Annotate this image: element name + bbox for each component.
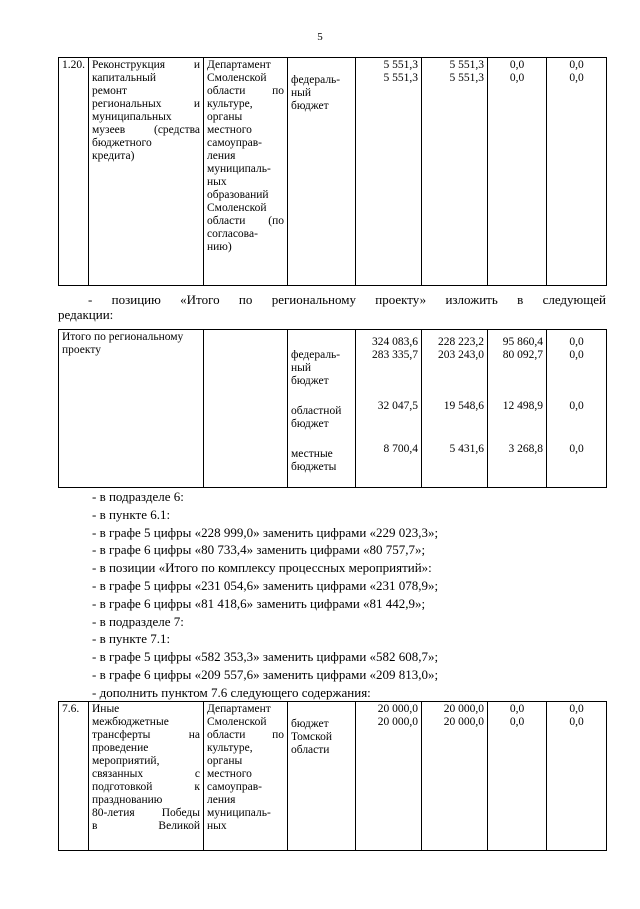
executor-line: культуре,	[207, 742, 253, 754]
executor-line: области по	[207, 85, 284, 97]
value: 0,0	[509, 59, 525, 71]
name-line: кредита)	[92, 150, 135, 162]
executor-line: ления	[207, 150, 236, 162]
col8-values	[547, 702, 607, 851]
source-line: бюджеты	[291, 461, 337, 473]
source-line: местные	[291, 448, 333, 460]
name-line: проведение	[92, 742, 149, 754]
col8-values	[547, 58, 607, 286]
value: 283 335,7	[372, 349, 418, 361]
name-line: капитальный	[92, 72, 157, 84]
instruction-item: - в графе 6 цифры «80 733,4» заменить цифрами «80 757,7»;	[92, 542, 426, 558]
source-line: области	[291, 744, 330, 756]
source-line: бюджет	[291, 718, 329, 730]
instruction-item: - в позиции «Итого по комплексу процессных мероприятий»:	[92, 560, 432, 576]
executor-line: органы	[207, 111, 243, 123]
executor-line: области по	[207, 729, 284, 741]
measure-name	[89, 58, 204, 286]
value: 8 700,4	[383, 443, 418, 455]
source-line: бюджет	[291, 375, 329, 387]
col8-values	[547, 330, 607, 488]
value: 5 431,6	[449, 443, 484, 455]
value: 0,0	[569, 716, 584, 728]
value: 12 498,9	[502, 400, 543, 412]
executor-line: муниципаль-	[207, 163, 271, 175]
executor	[204, 702, 288, 851]
source-line: областной	[291, 405, 342, 417]
instruction-item: - в подразделе 7:	[92, 613, 184, 629]
executor-line: нию)	[207, 241, 232, 253]
total-label-line: проекту	[62, 344, 101, 356]
paragraph-line: редакции:	[58, 307, 114, 322]
executor-line: образований	[207, 189, 269, 201]
value: 0,0	[569, 349, 584, 361]
name-line: мероприятий,	[92, 755, 160, 767]
source-line: ный	[291, 87, 312, 99]
executor-line: Департамент	[207, 59, 271, 71]
name-line: ремонт	[92, 85, 128, 97]
name-line: Реконструкция и	[92, 59, 200, 71]
instruction-item: - в графе 5 цифры «228 999,0» заменить цифрами «229 023,3»;	[92, 524, 439, 540]
name-line: региональных и	[92, 98, 200, 110]
name-line: празднованию	[92, 794, 163, 806]
value: 19 548,6	[443, 400, 484, 412]
value: 0,0	[509, 716, 525, 728]
instruction-item: - в графе 6 цифры «209 557,6» заменить цифрами «209 813,0»;	[92, 666, 439, 682]
name-line: трансферты на	[92, 729, 200, 741]
col5-values	[356, 702, 422, 851]
col6-values	[422, 702, 488, 851]
col7-values	[488, 702, 547, 851]
name-line: в Великой	[92, 820, 200, 832]
instruction-list	[92, 488, 438, 702]
instruction-item: - в пункте 6.1:	[92, 506, 171, 522]
funding-source	[288, 702, 356, 851]
instruction-item: - в графе 5 цифры «231 054,6» заменить цифрами «231 078,9»;	[92, 577, 439, 593]
row-number: 7.6.	[59, 702, 89, 851]
value: 0,0	[569, 336, 584, 348]
executor-line: местного	[207, 124, 252, 136]
table-itogo	[58, 329, 607, 488]
value: 20 000,0	[377, 716, 418, 728]
name-line: бюджетного	[92, 137, 152, 149]
table-7-6	[58, 701, 607, 851]
value: 5 551,3	[383, 59, 418, 71]
paragraph-itogo	[58, 292, 606, 322]
name-line: межбюджетные	[92, 716, 169, 728]
source-line: федераль-	[291, 74, 341, 86]
value: 0,0	[569, 59, 584, 71]
value: 228 223,2	[438, 336, 484, 348]
executor-line: ных	[207, 820, 227, 832]
instruction-item: - в пункте 7.1:	[92, 631, 171, 647]
value: 5 551,3	[449, 59, 484, 71]
source-line: бюджет	[291, 100, 329, 112]
name-line: Иные	[92, 703, 120, 715]
value: 80 092,7	[502, 349, 543, 361]
col5-values	[356, 330, 422, 488]
value: 0,0	[569, 400, 584, 412]
executor-line: ления	[207, 794, 236, 806]
measure-name	[89, 702, 204, 851]
value: 324 083,6	[372, 336, 418, 348]
table-1-20	[58, 57, 607, 286]
funding-source	[288, 58, 356, 286]
executor-line: ных	[207, 176, 227, 188]
executor-line: области (по	[207, 215, 284, 227]
executor-line: Смоленской	[207, 716, 267, 728]
value: 20 000,0	[443, 703, 484, 715]
total-label-line: Итого по региональному	[62, 331, 184, 343]
value: 0,0	[569, 443, 584, 455]
executor-line: Департамент	[207, 703, 271, 715]
funding-sources	[288, 330, 356, 488]
executor-line: культуре,	[207, 98, 253, 110]
source-line: бюджет	[291, 418, 329, 430]
executor-line: муниципаль-	[207, 807, 271, 819]
col6-values	[422, 330, 488, 488]
name-line: подготовкой к	[92, 781, 200, 793]
executor-line: местного	[207, 768, 252, 780]
value: 20 000,0	[443, 716, 484, 728]
name-line: 80-летия Победы	[92, 807, 200, 819]
instruction-item: - в графе 6 цифры «81 418,6» заменить цифрами «81 442,9»;	[92, 595, 426, 611]
value: 3 268,8	[508, 443, 543, 455]
name-line: связанных с	[92, 768, 200, 780]
col7-values	[488, 330, 547, 488]
executor-line: Смоленской	[207, 72, 267, 84]
value: 0,0	[569, 703, 584, 715]
value: 0,0	[569, 72, 584, 84]
col6-values	[422, 58, 488, 286]
total-label	[59, 330, 204, 488]
col5-values	[356, 58, 422, 286]
instruction-item: - в подразделе 6:	[92, 489, 184, 504]
instruction-item: - в графе 5 цифры «582 353,3» заменить цифрами «582 608,7»;	[92, 649, 439, 665]
executor-line: самоуправ-	[207, 137, 262, 149]
value: 32 047,5	[377, 400, 418, 412]
row-number: 1.20.	[59, 58, 89, 286]
value: 5 551,3	[383, 72, 418, 84]
executor-line: Смоленской	[207, 202, 267, 214]
executor-line: самоуправ-	[207, 781, 262, 793]
value: 0,0	[509, 72, 525, 84]
source-line: Томской	[291, 731, 332, 743]
page-number: 5	[317, 31, 323, 43]
paragraph-line: - позицию «Итого по региональному проекту» изложить в следующей	[88, 292, 606, 307]
value: 95 860,4	[502, 336, 543, 348]
value: 20 000,0	[377, 703, 418, 715]
name-line: муниципальных	[92, 111, 172, 123]
value: 203 243,0	[438, 349, 484, 361]
col7-values	[488, 58, 547, 286]
executor-line: органы	[207, 755, 243, 767]
empty-executor	[204, 330, 288, 488]
executor	[204, 58, 288, 286]
source-line: ный	[291, 362, 312, 374]
source-line: федераль-	[291, 349, 341, 361]
value: 5 551,3	[449, 72, 484, 84]
executor-line: согласова-	[207, 228, 258, 240]
value: 0,0	[509, 703, 525, 715]
instruction-item: - дополнить пунктом 7.6 следующего содержания:	[92, 684, 371, 700]
name-line: музеев (средства	[92, 124, 200, 136]
